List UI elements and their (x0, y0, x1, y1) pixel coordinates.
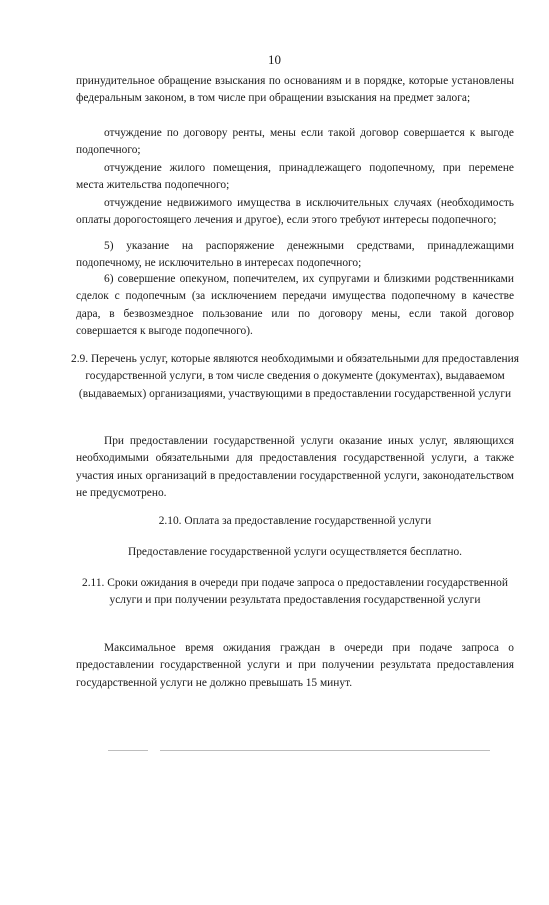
paragraph-foreclosure: принудительное обращение взыскания по основаниям и в порядке, которые установлены федеральным законом, в том числе при обращении взыскания на предмет залога; (76, 75, 514, 105)
paragraph-transactions: 6) совершение опекуном, попечителем, их супругами и близкими родственниками сделок с подопечным (за исключением передачи имущества подопечному в качестве дара, в безвозмездное пользование или по договору мены, если такой договор совершается к выгоде подопечного). (76, 273, 514, 338)
section-2-11-text: Максимальное время ожидания граждан в очереди при подаче запроса о предоставлении государственной услуги и при получении результата предоставления государственной услуги не должно превышать 15 минут. (76, 642, 514, 689)
divider-line (160, 750, 490, 751)
page-number: 10 (268, 52, 281, 67)
section-2-9-heading: 2.9. Перечень услуг, которые являются необходимыми и обязательными для предоставления государственной услуги, в том числе сведения о документе (документах), выдаваемом (выдаваемых) организациями, участвующими в предоставлении государственной услуги (71, 353, 519, 400)
paragraph-housing: отчуждение жилого помещения, принадлежащего подопечному, при перемене места жительства подопечного; (76, 162, 514, 192)
paragraph-real-estate: отчуждение недвижимого имущества в исключительных случаях (необходимость оплаты дорогостоящего лечения и другое), если этого требуют интересы подопечного; (76, 197, 514, 227)
paragraph-funds: 5) указание на распоряжение денежными средствами, принадлежащими подопечному, не исключительно в интересах подопечного; (76, 240, 514, 270)
section-2-10-heading: 2.10. Оплата за предоставление государственной услуги (158, 515, 432, 527)
paragraph-rent-exchange: отчуждение по договору ренты, мены если такой договор совершается к выгоде подопечного; (76, 127, 514, 157)
divider-line (108, 750, 148, 751)
section-2-9-text: При предоставлении государственной услуги оказание иных услуг, являющихся необходимыми обязательными для предоставления государственной услуги, а также участия иных организаций в предоставлении государственной услуги, законодательством не предусмотрено. (76, 435, 514, 500)
section-2-11-heading: 2.11. Сроки ожидания в очереди при подаче запроса о предоставлении государственной услуги и при получении результата предоставления государственной услуги (82, 577, 508, 607)
section-2-10-text: Предоставление государственной услуги осуществляется бесплатно. (127, 546, 463, 558)
